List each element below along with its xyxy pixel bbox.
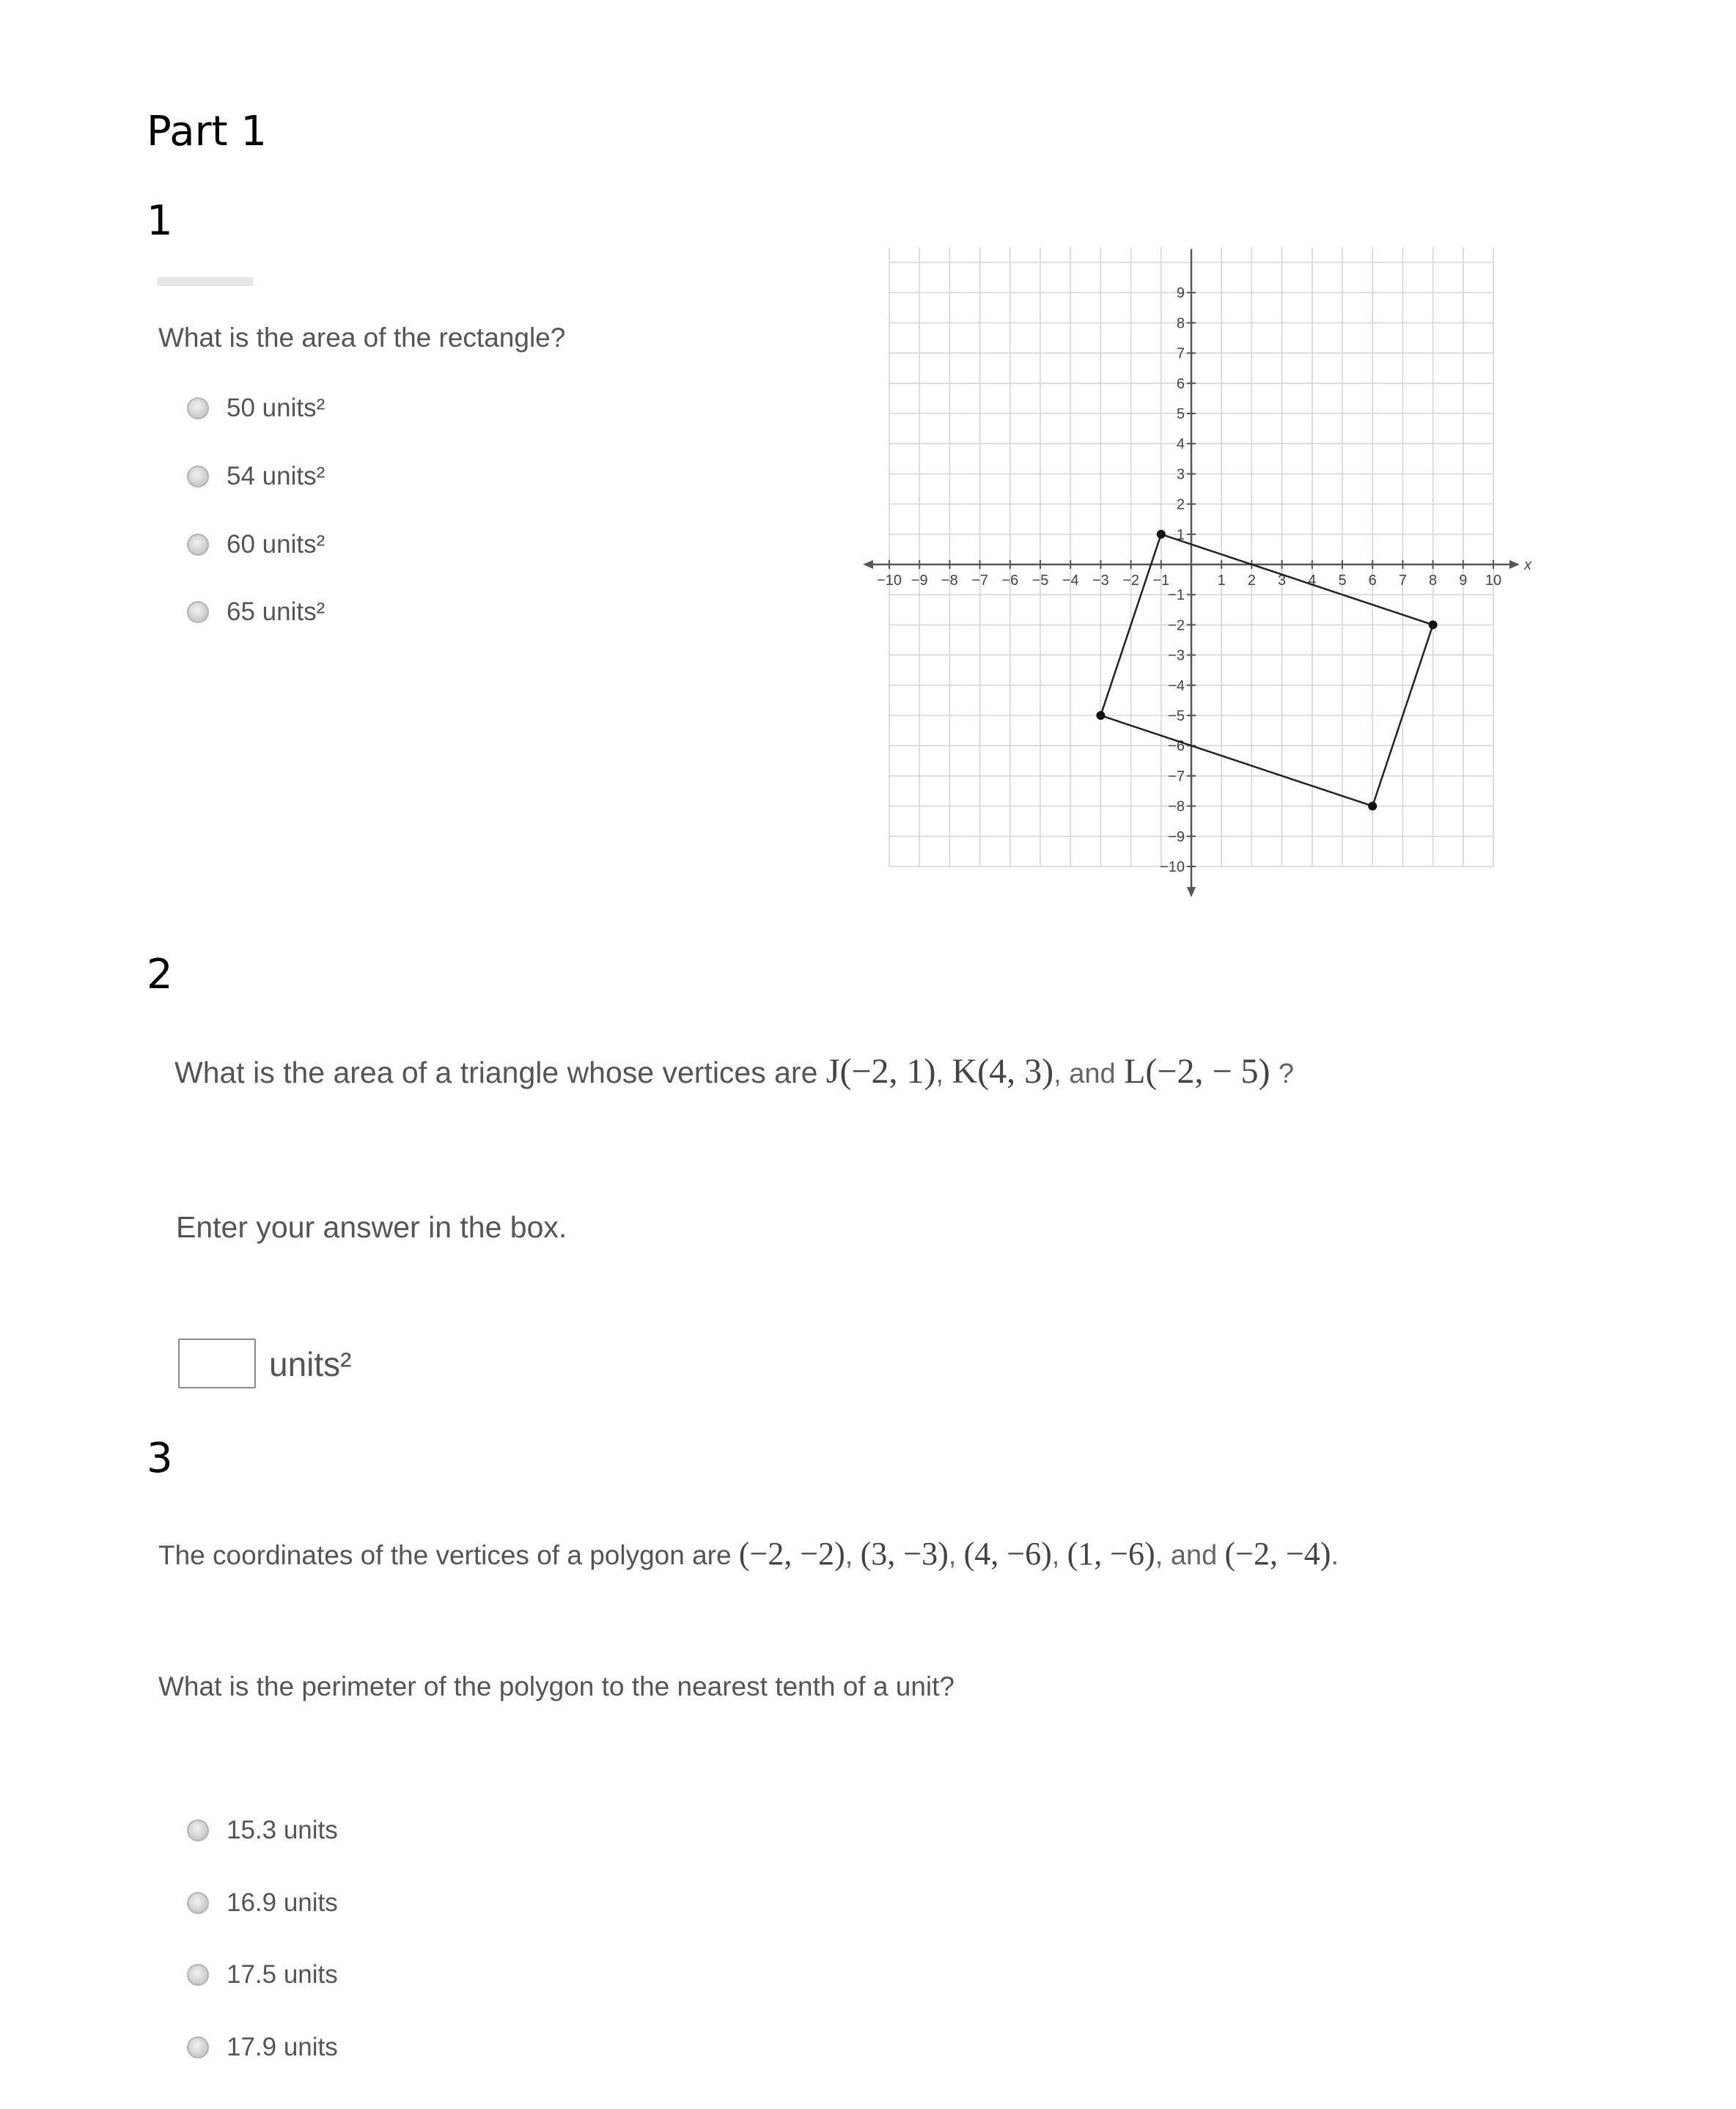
q3-option-3[interactable] (187, 1960, 338, 1990)
y-tick-label: −8 (1168, 798, 1185, 815)
option-label: 17.9 units (227, 2033, 338, 2061)
vertex-j: J(−2, 1) (825, 1052, 936, 1091)
q1-option-2[interactable] (187, 462, 325, 491)
radio-button[interactable] (187, 465, 209, 487)
units-label: units² (269, 1345, 352, 1383)
question-3-question: What is the perimeter of the polygon to the nearest tenth of a unit? (158, 1671, 955, 1701)
point-2: (3, −3) (860, 1536, 949, 1572)
x-tick-label: −10 (877, 573, 902, 589)
separator: , and (1053, 1059, 1116, 1089)
option-label: 65 units² (227, 597, 326, 626)
vertex-l: L(−2, − 5) (1124, 1052, 1270, 1091)
radio-button[interactable] (187, 1892, 209, 1914)
answer-input[interactable] (178, 1339, 256, 1388)
y-tick-label: 6 (1176, 375, 1185, 392)
x-tick-label: −3 (1092, 573, 1109, 589)
separator: , (1051, 1540, 1060, 1571)
vertex-point (1157, 530, 1166, 539)
x-tick-label: −9 (911, 573, 928, 589)
y-tick-label: 8 (1176, 315, 1185, 332)
y-tick-label: −5 (1168, 708, 1185, 724)
x-tick-label: 2 (1247, 573, 1256, 589)
question-3-prompt (158, 1538, 1339, 1570)
separator: , (948, 1540, 957, 1571)
q1-option-1[interactable] (187, 394, 325, 423)
plotted-shapes (1096, 530, 1437, 811)
point-3: (4, −6) (963, 1536, 1052, 1572)
radio-button[interactable] (187, 534, 209, 556)
x-tick-label: 8 (1429, 573, 1438, 589)
x-tick-label: −1 (1152, 573, 1170, 589)
progress-indicator (158, 277, 253, 286)
x-tick-label: 3 (1278, 573, 1287, 589)
question-2-number: 2 (147, 951, 173, 998)
x-tick-label: 10 (1485, 573, 1502, 589)
y-tick-label: −6 (1168, 738, 1185, 755)
question-3-prompt-text: The coordinates of the vertices of a polygon are (158, 1540, 732, 1570)
radio-button[interactable] (187, 1964, 209, 1986)
separator: , (845, 1540, 853, 1571)
y-tick-label: 4 (1176, 436, 1185, 453)
option-label: 60 units² (227, 530, 326, 559)
point-4: (1, −6) (1067, 1536, 1155, 1572)
axes (863, 249, 1520, 897)
x-tick-label: 9 (1459, 573, 1468, 589)
option-label: 17.5 units (227, 1960, 338, 1989)
x-tick-label: 4 (1308, 573, 1317, 589)
y-tick-label: 3 (1176, 466, 1185, 483)
period: . (1331, 1540, 1339, 1571)
x-tick-label: −4 (1062, 573, 1079, 589)
y-axis-arrow-down (1187, 887, 1196, 897)
q3-option-2[interactable] (187, 1888, 338, 1918)
answer-instruction: Enter your answer in the box. (176, 1210, 567, 1244)
q1-option-4[interactable] (187, 597, 325, 627)
radio-button[interactable] (187, 397, 209, 419)
option-label: 50 units² (227, 394, 326, 422)
y-tick-label: −1 (1168, 587, 1185, 604)
y-tick-label: 1 (1176, 526, 1185, 543)
vertex-point (1368, 802, 1377, 811)
y-tick-label: −2 (1168, 617, 1185, 634)
point-5: (−2, −4) (1224, 1536, 1331, 1572)
y-tick-label: −4 (1168, 677, 1185, 694)
option-label: 15.3 units (227, 1816, 338, 1844)
question-3-number: 3 (147, 1435, 173, 1482)
y-tick-label: −10 (1160, 859, 1185, 875)
y-tick-label: −9 (1168, 828, 1185, 845)
y-tick-label: −7 (1168, 768, 1185, 785)
option-label: 54 units² (227, 462, 326, 490)
part-title: Part 1 (147, 108, 267, 155)
rectangle-shape (1100, 534, 1432, 806)
x-tick-label: −6 (1001, 573, 1019, 589)
option-label: 16.9 units (227, 1888, 338, 1917)
x-tick-label: 7 (1398, 573, 1407, 589)
q3-option-4[interactable] (187, 2033, 338, 2062)
q3-option-1[interactable] (187, 1816, 338, 1845)
x-tick-label: 5 (1338, 573, 1347, 589)
y-tick-label: 5 (1176, 406, 1185, 422)
point-1: (−2, −2) (738, 1536, 845, 1572)
coordinate-graph (877, 271, 1540, 916)
separator: , (935, 1059, 944, 1089)
question-2-prompt-text: What is the area of a triangle whose vertices are (174, 1056, 818, 1089)
question-1-prompt: What is the area of the rectangle? (158, 323, 566, 353)
question-mark: ? (1278, 1059, 1295, 1089)
y-tick-label: −3 (1168, 647, 1185, 664)
y-tick-label: 7 (1176, 345, 1185, 362)
radio-button[interactable] (187, 2036, 209, 2058)
question-1-number: 1 (147, 197, 173, 245)
x-tick-label: 1 (1217, 573, 1226, 589)
x-tick-label: −5 (1031, 573, 1049, 589)
x-tick-label: −8 (941, 573, 958, 589)
y-tick-label: 2 (1176, 496, 1185, 513)
x-axis-label: x (1524, 557, 1531, 573)
radio-button[interactable] (187, 1819, 209, 1841)
tick-labels (877, 285, 1501, 875)
y-tick-label: 9 (1176, 285, 1185, 302)
vertex-k: K(4, 3) (952, 1052, 1054, 1091)
question-2-prompt (174, 1054, 1294, 1089)
x-tick-label: 6 (1368, 573, 1377, 589)
vertex-point (1096, 711, 1105, 720)
q1-option-3[interactable] (187, 530, 325, 559)
radio-button[interactable] (187, 601, 209, 623)
x-axis-arrow-right (1509, 560, 1520, 569)
x-tick-label: −7 (971, 573, 989, 589)
x-tick-label: −2 (1122, 573, 1140, 589)
separator: , and (1155, 1540, 1218, 1571)
vertex-point (1429, 620, 1438, 629)
x-axis-arrow-left (863, 560, 873, 569)
